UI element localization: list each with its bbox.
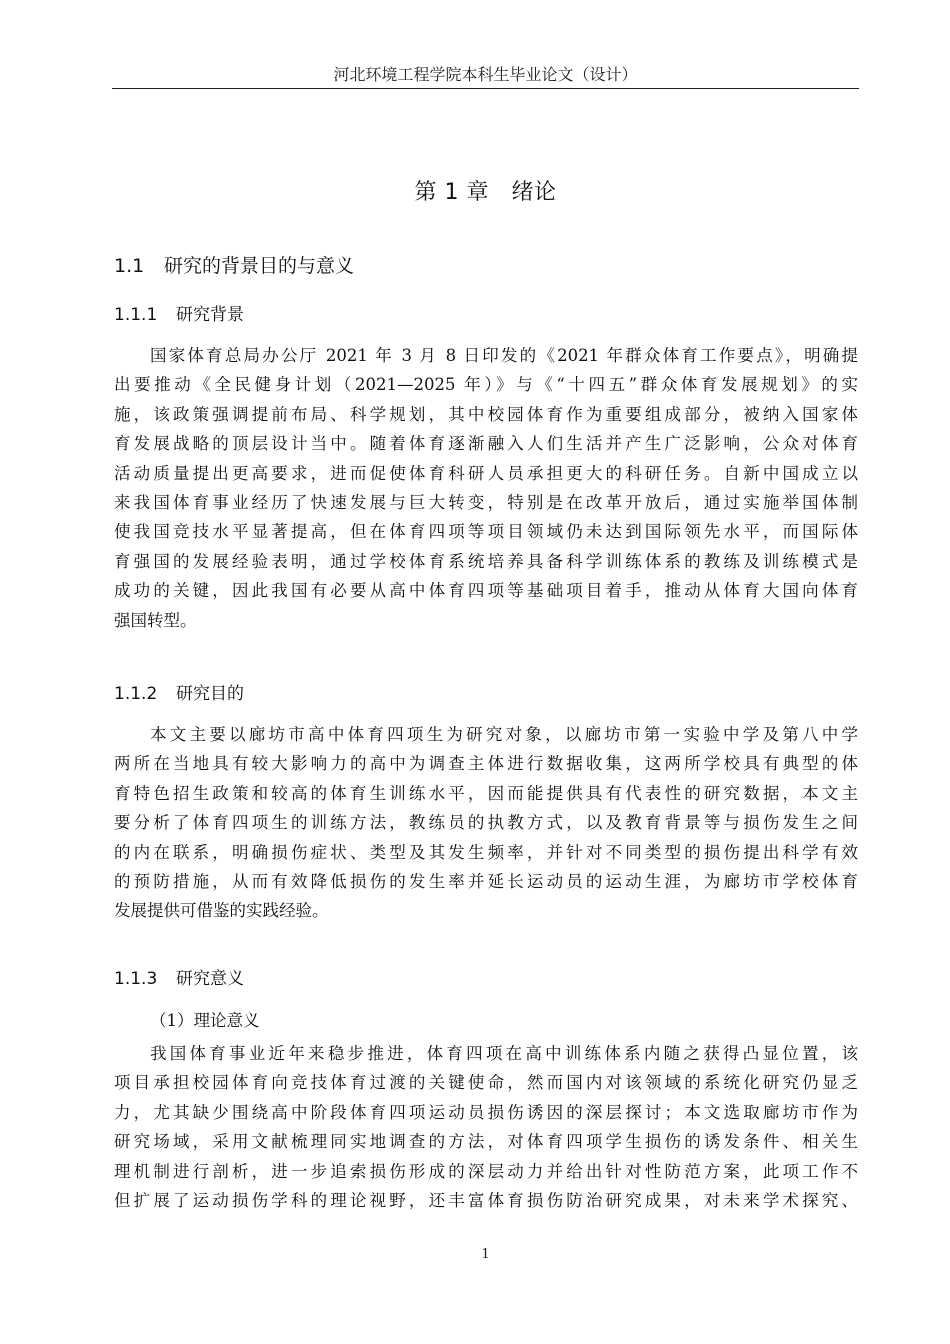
text-line: 使我国竞技水平显著提高，但在体育四项等项目领域仍未达到国际领先水平，而国际体	[114, 522, 858, 542]
paragraph-research-significance	[114, 1039, 858, 1215]
subsection-number: 1.1.2	[114, 684, 158, 704]
paragraph-research-background	[114, 341, 858, 635]
text-line: 的内在联系，明确损伤症状、类型及其发生频率，并针对不同类型的损伤提出科学有效	[114, 842, 858, 862]
subsection-title: 研究意义	[176, 969, 244, 989]
text-line: 来我国体育事业经历了快速发展与巨大转变，特别是在改革开放后，通过实施举国体制	[114, 492, 858, 512]
running-header: 河北环境工程学院本科生毕业论文（设计）	[333, 65, 638, 84]
subsection-title: 研究背景	[176, 305, 244, 325]
section-title: 研究的背景目的与意义	[164, 255, 355, 277]
text-line: 的预防措施，从而有效降低损伤的发生率并延长运动员的运动生涯，为廊坊市学校体育	[114, 871, 858, 891]
text-line: 强国转型。	[114, 610, 197, 630]
chapter-title: 第 1 章 绪论	[414, 180, 557, 205]
text-line: 两所在当地具有较大影响力的高中为调查主体进行数据收集，这两所学校具有典型的体	[114, 754, 858, 774]
subsection-number: 1.1.1	[114, 305, 158, 325]
text-line: 育特色招生政策和较高的体育生训练水平，因而能提供具有代表性的研究数据，本文主	[114, 783, 858, 803]
subsection-title: 研究目的	[176, 684, 244, 704]
page-number: 1	[481, 1247, 490, 1262]
text-line: 但扩展了运动损伤学科的理论视野，还丰富体育损伤防治研究成果，对未来学术探究、	[114, 1190, 858, 1210]
text-line: 项目承担校园体育向竞技体育过渡的关键使命，然而国内对该领域的系统化研究仍显乏	[114, 1073, 858, 1093]
text-line: 研究场域，采用文献梳理同实地调查的方法，对体育四项学生损伤的诱发条件、相关生	[114, 1132, 858, 1152]
text-line: 要分析了体育四项生的训练方法，教练员的执教方式，以及教育背景等与损伤发生之间	[114, 813, 858, 833]
subsection-heading-1-1-3	[114, 966, 244, 992]
text-line: 育强国的发展经验表明，通过学校体育系统培养具备科学训练体系的教练及训练模式是	[114, 551, 858, 571]
subsection-heading-1-1-1	[114, 302, 244, 328]
section-number: 1.1	[114, 255, 145, 277]
text-line: 发展提供可借鉴的实践经验。	[114, 901, 329, 921]
paragraph-research-purpose	[114, 720, 858, 926]
text-line: 出要推动《全民健身计划（2021—2025 年）》与《“十四五”群众体育发展规划》的实	[114, 375, 858, 395]
text-line: 施，该政策强调提前布局、科学规划，其中校园体育作为重要组成部分，被纳入国家体	[114, 404, 858, 424]
section-heading-1-1	[114, 252, 354, 280]
text-line: 理机制进行剖析，进一步追索损伤形成的深层动力并给出针对性防范方案，此项工作不	[114, 1161, 858, 1181]
text-line: 活动质量提出更高要求，进而促使体育科研人员承担更大的科研任务。自新中国成立以	[114, 463, 858, 483]
text-line: 我国体育事业近年来稳步推进，体育四项在高中训练体系内随之获得凸显位置，该	[150, 1044, 858, 1063]
text-line: 力，尤其缺少围绕高中阶段体育四项运动员损伤诱因的深层探讨；本文选取廊坊市作为	[114, 1102, 858, 1122]
text-line: 育发展战略的顶层设计当中。随着体育逐渐融入人们生活并产生广泛影响，公众对体育	[114, 434, 858, 454]
header-rule	[112, 88, 859, 89]
item-label-theoretical-significance: （1）理论意义	[150, 1011, 260, 1030]
text-line: 国家体育总局办公厅 2021 年 3 月 8 日印发的《2021 年群众体育工作要点》，明确提	[150, 346, 858, 365]
subsection-number: 1.1.3	[114, 969, 158, 989]
text-line: 成功的关键，因此我国有必要从高中体育四项等基础项目着手，推动从体育大国向体育	[114, 581, 858, 601]
text-line: 本文主要以廊坊市高中体育四项生为研究对象，以廊坊市第一实验中学及第八中学	[150, 725, 858, 744]
subsection-heading-1-1-2	[114, 681, 244, 707]
